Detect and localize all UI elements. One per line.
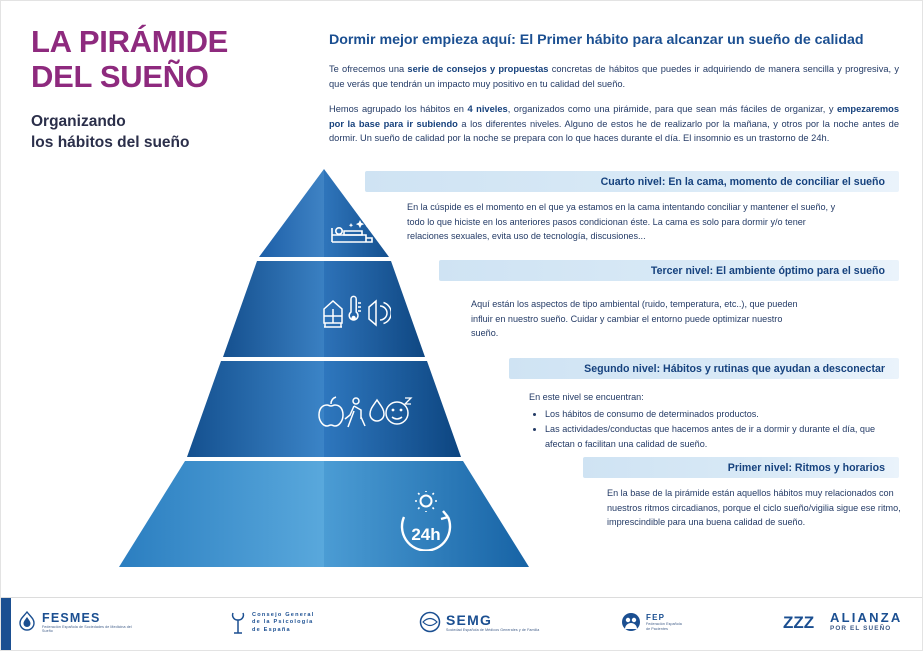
tier-label-bar-3[interactable] [439, 260, 899, 281]
logo-fesmes-sub: Federación Española de Sociedades de Medicina del Sueño [42, 625, 132, 634]
tier-body-2-intro: En este nivel se encuentran: [529, 392, 644, 402]
title-block [31, 25, 321, 154]
intro-p2-bold-2: empezaremos por la base para ir subiendo [329, 104, 900, 129]
fesmes-icon [17, 611, 37, 633]
logo-fep-sub: Federación Española de Pacientes [646, 622, 682, 631]
clock-24h-icon [389, 491, 463, 556]
logo-fesmes-name: FESMES [42, 611, 101, 625]
logo-alianza-name: ALIANZA [830, 610, 903, 625]
svg-text:ZZZ: ZZZ [783, 612, 815, 632]
footer [1, 597, 923, 650]
list-item: • Los hábitos de consumo de determinados productos. [545, 407, 879, 422]
pyramid-tier-1[interactable] [119, 461, 529, 567]
logo-alianza[interactable] [783, 610, 902, 633]
list-item: • Las actividades/conductas que hacemos antes de ir a dormir y durante el día, que afectan o facilitan una calidad de sueño. [545, 422, 879, 451]
tier-label-3: Tercer nivel: El ambiente óptimo para el sueño [650, 264, 885, 277]
page-subtitle-line-2: los hábitos del sueño [31, 134, 190, 152]
intro-paragraph-2 [329, 102, 899, 145]
page-subtitle-line-1: Organizando [31, 113, 126, 131]
page-title-line-1: LA PIRÁMIDE [31, 24, 229, 59]
page-title-line-2: DEL SUEÑO [31, 58, 209, 94]
tier-body-4: En la cúspide es el momento en el que ya estamos en la cama intentando conciliar y mantener el sueño, y todo lo que hiciste en los anteriores pasos condicionan éste. La cama es solo para dormir y/o tener relaciones sexuales, evita uso de tecnología, discusiones... [407, 202, 836, 242]
footer-accent-bar [1, 598, 11, 651]
tier-label-1: Primer nivel: Ritmos y horarios [727, 461, 885, 474]
intro-p2-bold-1: 4 niveles [467, 104, 508, 115]
logo-alianza-sub: POR EL SUEÑO [830, 625, 892, 632]
psicologia-icon [229, 611, 247, 635]
logo-psicologia-name: Consejo General de la Psicología de España [252, 612, 315, 633]
bed-moon-icon [326, 216, 378, 255]
zzz-icon [783, 611, 825, 633]
logo-psicologia[interactable] [229, 611, 314, 635]
environment-icon [321, 293, 391, 338]
tier-2-bullet-list [529, 407, 879, 452]
intro-p2-mid: , organizados como una pirámide, para que sean más fáciles de organizar, y [507, 104, 837, 115]
tier-label-bar-4[interactable] [365, 171, 899, 192]
logo-semg[interactable] [419, 611, 539, 633]
fep-icon [621, 612, 641, 632]
tier-label-4: Cuarto nivel: En la cama, momento de conciliar el sueño [600, 175, 885, 188]
logo-fesmes[interactable] [17, 611, 138, 634]
tier-label-bar-2[interactable] [509, 358, 899, 379]
intro-heading: Dormir mejor empieza aquí: El Primer hábito para alcanzar un sueño de calidad [329, 32, 864, 48]
tier-body-2 [529, 390, 879, 453]
intro-p2-pre: Hemos agrupado los hábitos en [329, 104, 468, 115]
logo-fep[interactable] [621, 612, 682, 632]
page-subtitle [31, 112, 321, 154]
tier-label-bar-1[interactable] [583, 457, 899, 478]
intro-paragraph-1 [329, 62, 899, 91]
habits-icon [317, 393, 413, 434]
intro-p1-bold: serie de consejos y propuestas [407, 64, 549, 75]
intro-p1-pre: Te ofrecemos una [329, 64, 408, 75]
intro-p1-post: concretas de hábitos que puedes ir adquiriendo de manera sencilla y progresiva, y que verás que tendrán un impacto muy positivo en tu calidad del sueño. [329, 64, 899, 89]
logo-fep-name: FEP [646, 613, 666, 623]
semg-icon [419, 611, 441, 633]
tier-body-3: Aquí están los aspectos de tipo ambiental (ruido, temperatura, etc..), que pueden influir en nuestro sueño. Cuidar y cambiar el entorno puede optimizar nuestro sueño. [471, 299, 798, 339]
footer-logos [1, 598, 923, 651]
logo-semg-name: SEMG [446, 611, 493, 628]
tier-label-2: Segundo nivel: Hábitos y rutinas que ayudan a desconectar [584, 362, 885, 375]
intro-p2-post: a los diferentes niveles. Alguno de estos he de realizarlo por la mañana, y otros por la noche antes de dormir. Un sueño de calidad por la noche se prepara con lo que haces durante el día. El insomnio es un trastorno de 24h. [329, 118, 899, 144]
svg-text:24h: 24h [411, 525, 441, 544]
intro-block [329, 31, 899, 156]
page-title [31, 25, 321, 94]
logo-semg-sub: Sociedad Española de Médicos Generales y de Familia [446, 627, 540, 632]
tier-body-1: En la base de la pirámide están aquellos hábitos muy relacionados con nuestros ritmos circadianos, porque el ciclo sueño/vigilia sigue ese ritmo, imprescindible para una buena calidad de sueño. [607, 488, 901, 528]
